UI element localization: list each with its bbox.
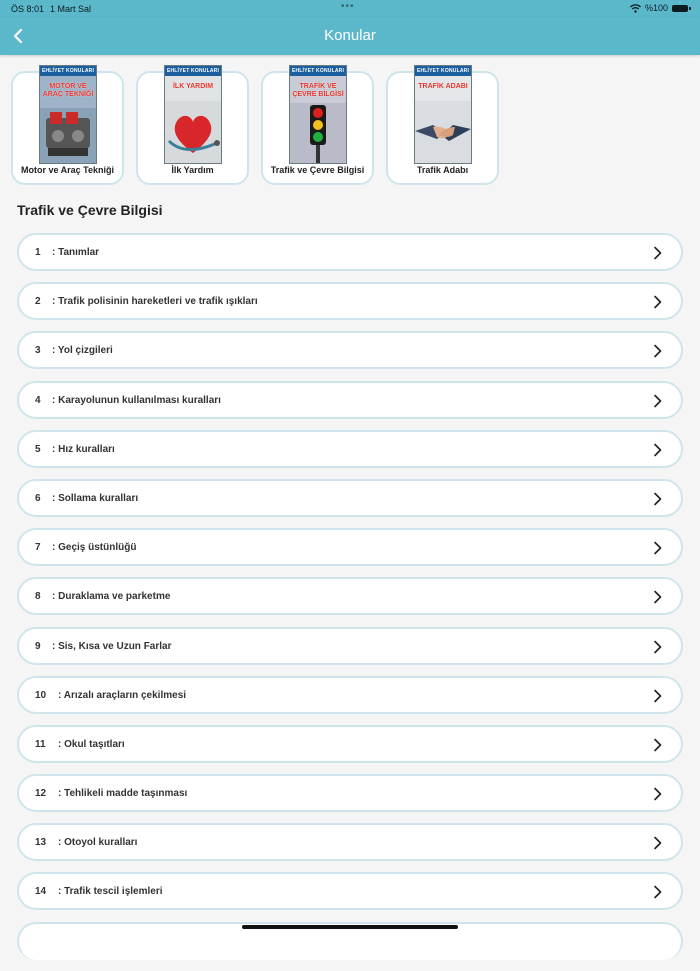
list-item[interactable] [17,233,683,271]
topic-label: : Karayolunun kullanılması kuralları [52,394,221,406]
topic-number: 9 [35,640,41,652]
list-item[interactable] [17,577,683,615]
topic-label: : Duraklama ve parketme [52,591,171,603]
topic-number: 13 [35,837,47,849]
list-item[interactable] [17,627,683,665]
book-card-motor[interactable] [11,68,124,185]
cover-strip: EHLİYET KONULARI [416,68,470,74]
list-item[interactable] [17,823,683,861]
status-time: ÖS 8:01 [11,4,45,14]
battery-percent: %100 [644,3,668,13]
cover-title: İLK YARDIM [172,83,214,90]
chevron-right-icon [653,640,663,654]
section-title: Trafik ve Çevre Bilgisi [17,202,163,218]
list-item[interactable] [17,872,683,910]
topic-number: 2 [35,296,41,308]
topic-number: 7 [35,542,41,554]
book-card-traffic-environment[interactable] [261,68,374,185]
topic-label: : Trafik tescil işlemleri [58,886,163,898]
list-item[interactable] [17,528,683,566]
list-item[interactable] [17,331,683,369]
page-title: Konular [324,27,376,44]
battery-icon [672,5,688,12]
topic-number: 12 [35,788,47,800]
list-item[interactable] [17,725,683,763]
book-label: Motor ve Araç Tekniği [20,165,115,175]
cover-title: MOTOR VE ARAÇ TEKNİĞİ [42,83,94,98]
chevron-right-icon [653,787,663,801]
nav-bar [0,17,700,55]
chevron-right-icon [653,541,663,555]
topic-label: : Sollama kuralları [52,492,139,504]
multitask-dots-icon[interactable]: ••• [341,1,355,12]
chevron-right-icon [653,738,663,752]
status-date: 1 Mart Sal [50,4,92,14]
topic-label: : Hız kuralları [52,443,115,455]
book-cover [164,65,222,164]
chevron-right-icon [653,689,663,703]
list-item[interactable] [17,774,683,812]
topic-label: : Tehlikeli madde taşınması [58,788,188,800]
topic-label: : Arızalı araçların çekilmesi [58,689,187,701]
book-label: Trafik ve Çevre Bilgisi [270,165,365,175]
list-item[interactable] [17,430,683,468]
topic-label: : Yol çizgileri [52,345,113,357]
topic-label: : Tanımlar [52,247,100,258]
chevron-right-icon [653,394,663,408]
cover-strip: EHLİYET KONULARI [166,68,220,74]
chevron-right-icon [653,344,663,358]
book-card-first-aid[interactable] [136,68,249,185]
traffic-light-icon [290,103,346,163]
topic-number: 8 [35,591,41,603]
book-cover [414,65,472,164]
engine-icon [40,108,96,163]
chevron-right-icon [653,885,663,899]
book-carousel [11,68,499,185]
wifi-icon [630,4,641,13]
chevron-right-icon [653,836,663,850]
chevron-right-icon [653,590,663,604]
chevron-right-icon [653,246,663,260]
book-cover [39,65,97,164]
list-item[interactable] [17,479,683,517]
cover-strip: EHLİYET KONULARI [291,68,345,74]
book-cover [289,65,347,164]
chevron-right-icon [653,492,663,506]
topic-number: 10 [35,689,47,701]
status-right [630,3,688,13]
topic-number: 11 [35,738,46,750]
chevron-right-icon [653,295,663,309]
cover-strip: EHLİYET KONULARI [41,68,95,74]
topic-label: : Okul taşıtları [58,738,125,750]
list-item[interactable] [17,676,683,714]
status-bar [0,0,700,17]
topic-number: 1 [35,247,41,258]
topic-list [17,233,683,971]
topic-number: 3 [35,345,41,357]
topic-number: 14 [35,886,47,898]
chevron-right-icon [653,443,663,457]
topic-number: 4 [35,394,41,406]
topic-label: : Geçiş üstünlüğü [52,542,137,554]
cover-title: TRAFİK VE ÇEVRE BİLGİSİ [292,83,344,98]
book-card-traffic-etiquette[interactable] [386,68,499,185]
list-item[interactable] [17,282,683,320]
topic-label: : Otoyol kuralları [58,837,138,849]
book-label: İlk Yardım [171,165,214,175]
topic-number: 6 [35,492,41,504]
topic-label: : Sis, Kısa ve Uzun Farlar [52,640,172,652]
topic-number: 5 [35,443,41,455]
topic-label: : Trafik polisinin hareketleri ve trafik ışıkları [52,296,258,308]
heart-icon [165,101,221,163]
cover-title: TRAFİK ADABI [418,83,468,90]
book-label: Trafik Adabı [416,165,469,175]
handshake-icon [415,101,471,163]
list-item[interactable] [17,381,683,419]
home-indicator[interactable] [242,925,458,929]
